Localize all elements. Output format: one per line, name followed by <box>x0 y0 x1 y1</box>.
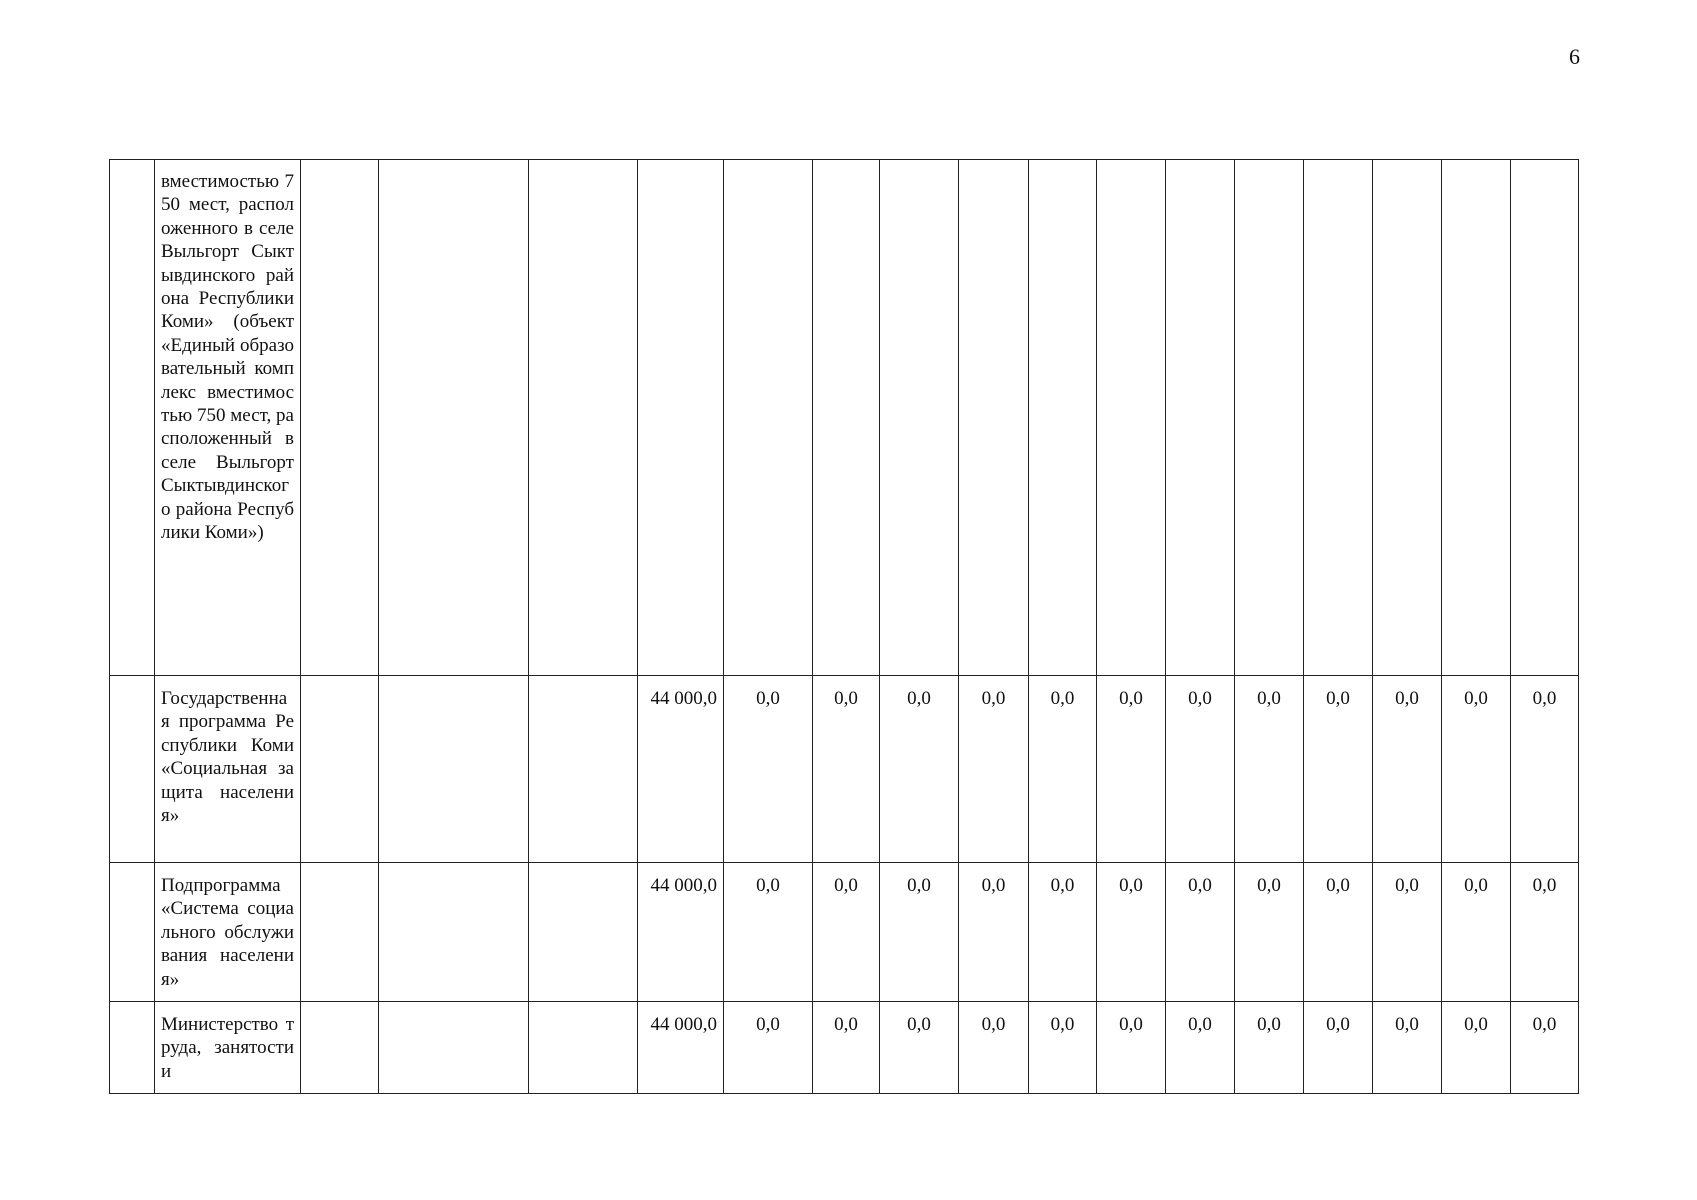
value-cell: 0,0 <box>1166 676 1235 863</box>
value-cell: 44 000,0 <box>638 1002 724 1094</box>
value-cell: 0,0 <box>1304 676 1373 863</box>
empty-cell <box>301 863 379 1002</box>
empty-cell <box>379 160 529 676</box>
empty-cell <box>301 676 379 863</box>
value-cell <box>880 160 959 676</box>
table-row <box>110 160 1579 676</box>
item-name-text: вместимостью 750 мест, расположенного в селе Выльгорт Сыктывдинского района Республики Коми» (объект «Единый образовательный комплекс вместимостью 750 мест, расположенный в селе Выльгорт Сыктывдинского района Республики Коми») <box>161 171 294 544</box>
row-number-cell <box>110 676 155 863</box>
value-cell: 0,0 <box>959 1002 1029 1094</box>
value-cell: 0,0 <box>1442 1002 1511 1094</box>
value-cell <box>638 160 724 676</box>
value-cell: 0,0 <box>1304 1002 1373 1094</box>
value-cell: 0,0 <box>813 1002 880 1094</box>
value-cell: 0,0 <box>1304 863 1373 1002</box>
value-cell: 44 000,0 <box>638 863 724 1002</box>
value-cell: 0,0 <box>724 1002 813 1094</box>
value-cell: 0,0 <box>1097 1002 1166 1094</box>
value-cell: 0,0 <box>1097 676 1166 863</box>
budget-table <box>109 159 1579 1094</box>
value-cell: 0,0 <box>1235 1002 1304 1094</box>
value-cell: 0,0 <box>1166 863 1235 1002</box>
empty-cell <box>529 863 638 1002</box>
value-cell: 0,0 <box>880 676 959 863</box>
item-name-text: Подпрограмма «Система социального обслуживания населения» <box>161 875 294 990</box>
value-cell: 0,0 <box>1442 676 1511 863</box>
value-cell: 0,0 <box>1511 863 1579 1002</box>
value-cell: 0,0 <box>880 1002 959 1094</box>
value-cell: 0,0 <box>724 676 813 863</box>
value-cell: 0,0 <box>813 863 880 1002</box>
value-cell: 0,0 <box>1373 676 1442 863</box>
value-cell <box>1511 160 1579 676</box>
item-name-cell <box>155 1002 301 1094</box>
value-cell: 0,0 <box>1442 863 1511 1002</box>
empty-cell <box>379 1002 529 1094</box>
empty-cell <box>529 1002 638 1094</box>
value-cell <box>1304 160 1373 676</box>
value-cell: 0,0 <box>1373 863 1442 1002</box>
value-cell <box>1373 160 1442 676</box>
value-cell <box>1442 160 1511 676</box>
item-name-text: Министерство труда, занятости и <box>161 1014 294 1082</box>
value-cell <box>1097 160 1166 676</box>
empty-cell <box>379 863 529 1002</box>
value-cell: 0,0 <box>1029 1002 1097 1094</box>
table-row <box>110 676 1579 863</box>
value-cell <box>959 160 1029 676</box>
value-cell: 0,0 <box>813 676 880 863</box>
item-name-cell <box>155 160 301 676</box>
value-cell: 0,0 <box>1097 863 1166 1002</box>
value-cell: 44 000,0 <box>638 676 724 863</box>
empty-cell <box>529 160 638 676</box>
empty-cell <box>529 676 638 863</box>
table-row <box>110 863 1579 1002</box>
value-cell: 0,0 <box>724 863 813 1002</box>
value-cell: 0,0 <box>880 863 959 1002</box>
row-number-cell <box>110 863 155 1002</box>
value-cell <box>1029 160 1097 676</box>
value-cell: 0,0 <box>959 863 1029 1002</box>
row-number-cell <box>110 160 155 676</box>
value-cell: 0,0 <box>1235 676 1304 863</box>
empty-cell <box>379 676 529 863</box>
value-cell: 0,0 <box>1373 1002 1442 1094</box>
value-cell <box>1235 160 1304 676</box>
value-cell: 0,0 <box>959 676 1029 863</box>
item-name-cell <box>155 863 301 1002</box>
empty-cell <box>301 160 379 676</box>
value-cell: 0,0 <box>1166 1002 1235 1094</box>
row-number-cell <box>110 1002 155 1094</box>
value-cell: 0,0 <box>1235 863 1304 1002</box>
value-cell: 0,0 <box>1511 1002 1579 1094</box>
item-name-cell <box>155 676 301 863</box>
value-cell <box>813 160 880 676</box>
page-number: 6 <box>1569 44 1580 69</box>
table-row <box>110 1002 1579 1094</box>
value-cell: 0,0 <box>1511 676 1579 863</box>
value-cell: 0,0 <box>1029 863 1097 1002</box>
empty-cell <box>301 1002 379 1094</box>
value-cell <box>1166 160 1235 676</box>
item-name-text: Государственная программа Республики Коми «Социальная защита населения» <box>161 688 294 827</box>
value-cell: 0,0 <box>1029 676 1097 863</box>
value-cell <box>724 160 813 676</box>
